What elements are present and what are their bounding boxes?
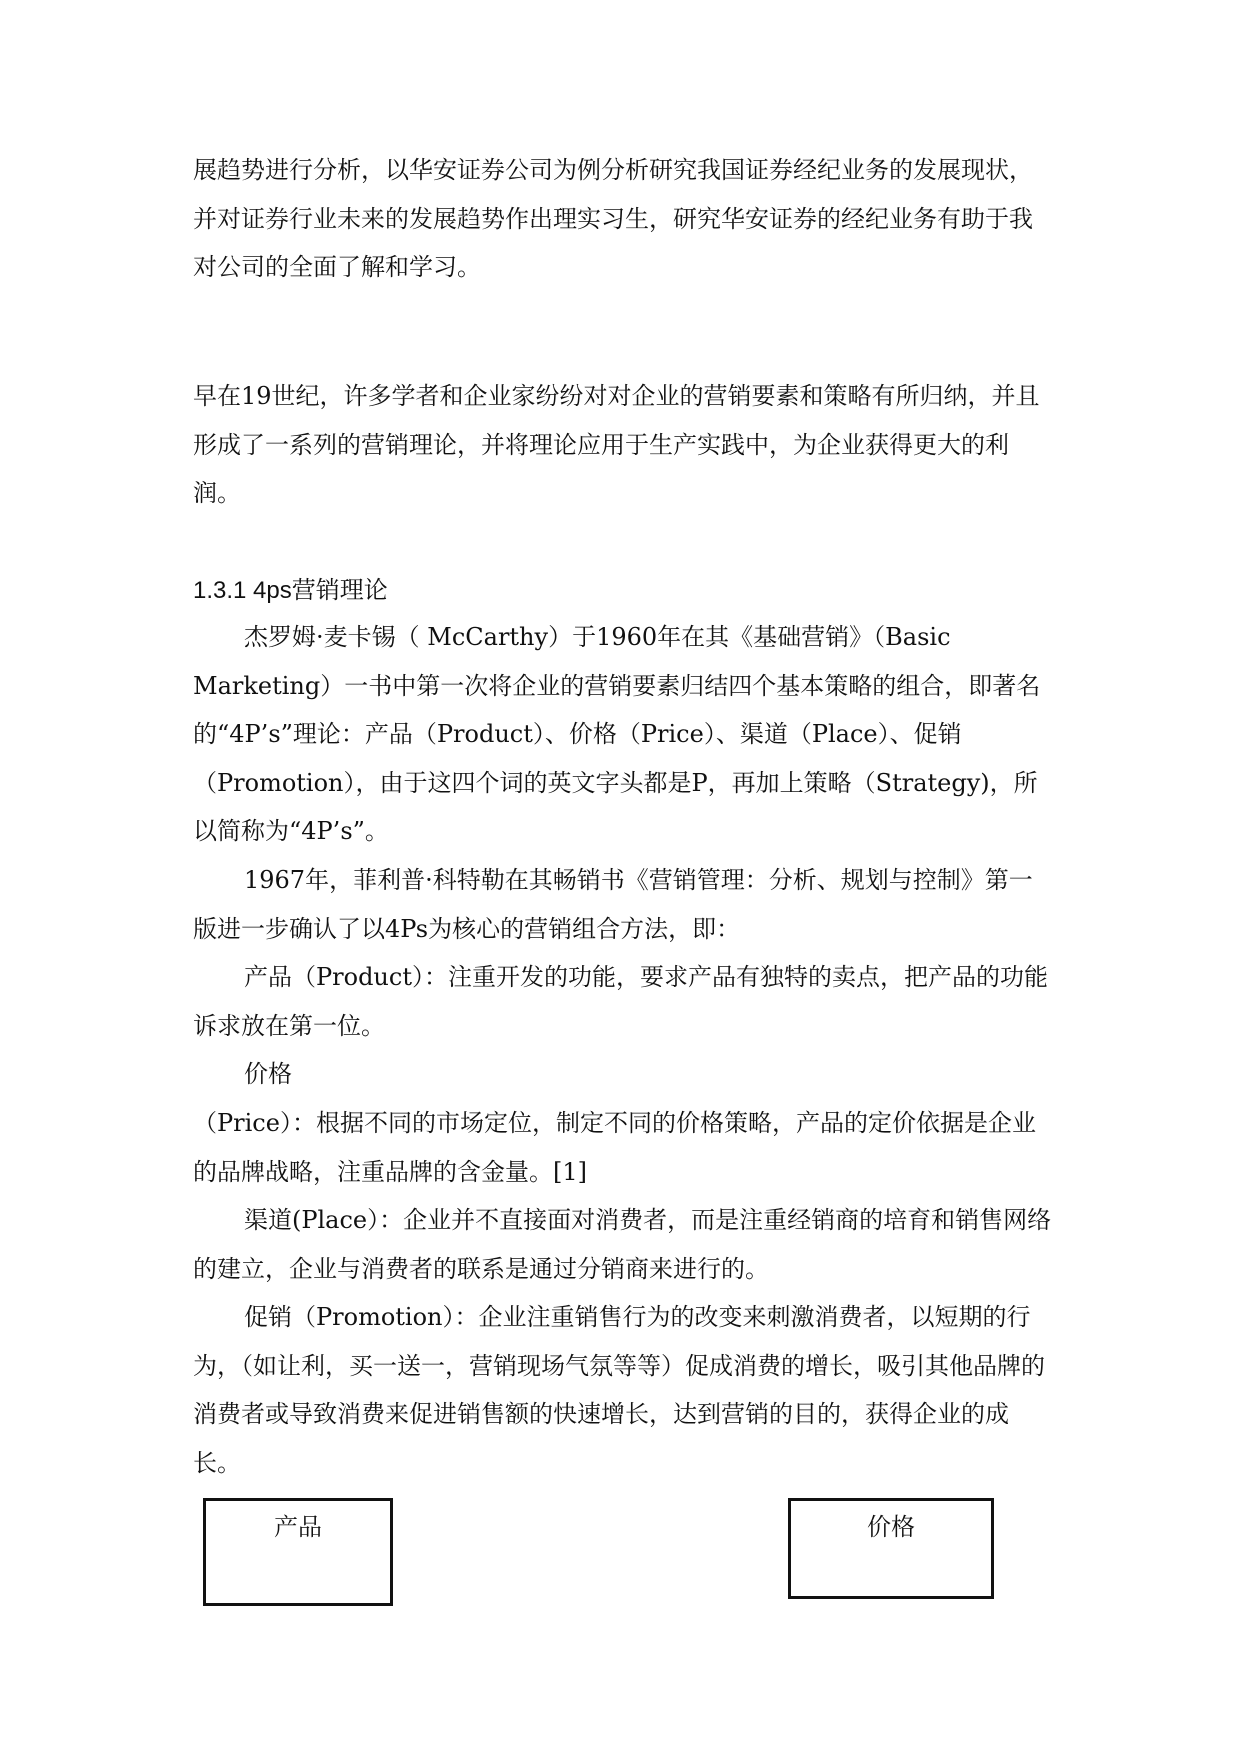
paragraph-intro-continuation: 展趋势进行分析，以华安证券公司为例分析研究我国证券经纪业务的发展现状，并对证券行业未来的发展趋势作出理实习生，研究华安证券的经纪业务有助于我对公司的全面了解和学习。 xyxy=(193,156,1033,281)
paragraph-product: 产品（Product）：注重开发的功能，要求产品有独特的卖点，把产品的功能诉求放在第一位。 xyxy=(193,963,1048,1040)
diagram-box-product-label: 产品 xyxy=(274,1513,322,1541)
paragraph-price: （Price）：根据不同的市场定位，制定不同的价格策略，产品的定价依据是企业的品牌战略，注重品牌的含金量。[1] xyxy=(193,1109,1036,1186)
paragraph-kotler: 1967年，菲利普·科特勒在其畅销书《营销管理：分析、规划与控制》第一版进一步确认了以4Ps为核心的营销组合方法，即： xyxy=(193,866,1033,943)
paragraph-place: 渠道(Place）：企业并不直接面对消费者，而是注重经销商的培育和销售网络的建立，企业与消费者的联系是通过分销商来进行的。 xyxy=(193,1206,1052,1283)
paragraph-promotion: 促销（Promotion）：企业注重销售行为的改变来刺激消费者，以短期的行为，（如让利，买一送一，营销现场气氛等等）促成消费的增长，吸引其他品牌的消费者或导致消费来促进销售额的快速增长，达到营销的目的，获得企业的成长。 xyxy=(193,1303,1045,1477)
diagram-box-price-label: 价格 xyxy=(867,1513,915,1541)
paragraph-mccarthy: 杰罗姆·麦卡锡（ McCarthy）于1960年在其《基础营销》（Basic Marketing）一书中第一次将企业的营销要素归结四个基本策略的组合，即著名的“4P’s”理论：产品（Product）、价格（Price）、渠道（Place）、促销（Promotion），由于这四个词的英文字头都是P，再加上策略（Strategy)，所以简称为“4P’s”。 xyxy=(193,623,1041,845)
paragraph-price-label: 价格 xyxy=(244,1060,292,1088)
diagram-box-price xyxy=(788,1498,994,1599)
diagram-box-product xyxy=(203,1498,393,1606)
paragraph-marketing-history: 早在19世纪，许多学者和企业家纷纷对对企业的营销要素和策略有所归纳，并且形成了一系列的营销理论，并将理论应用于生产实践中，为企业获得更大的利润。 xyxy=(193,382,1040,507)
section-heading-4ps: 1.3.1 4ps营销理论 xyxy=(193,577,388,604)
